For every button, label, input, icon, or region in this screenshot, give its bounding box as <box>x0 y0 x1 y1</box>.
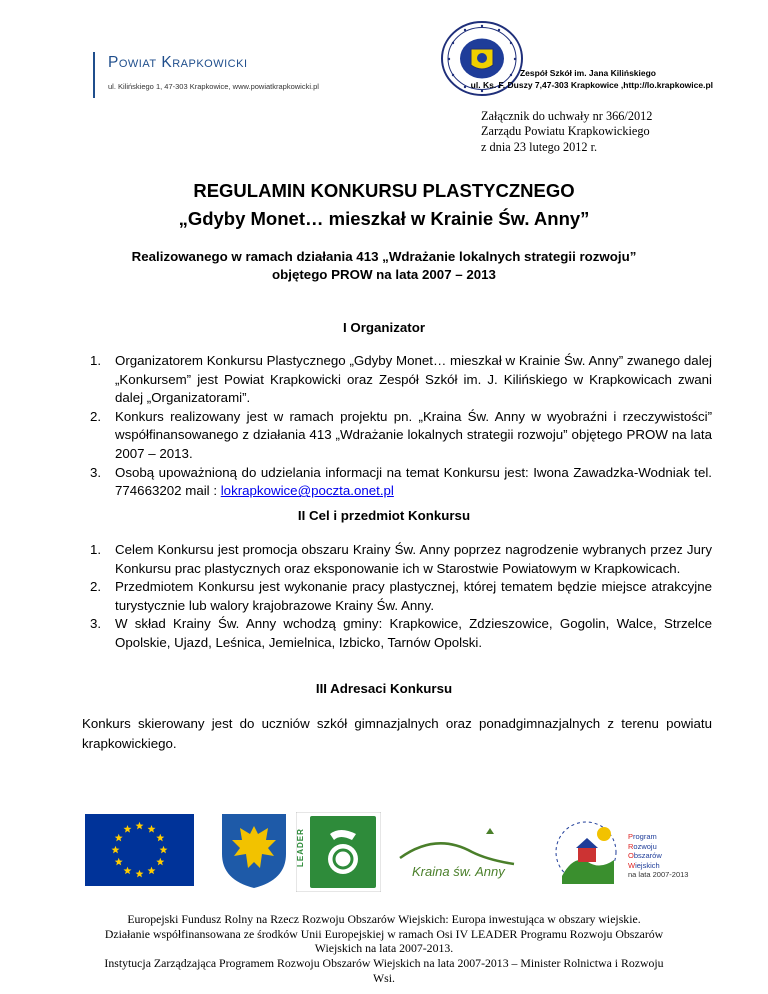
organizer-list <box>82 352 712 501</box>
school-name: Zespół Szkół im. Jana Kilińskiego <box>519 68 656 78</box>
prow-label-line <box>628 832 688 842</box>
footer-line: Wiejskich na lata 2007-2013. <box>314 941 454 956</box>
subtitle-line: Realizowanego w ramach działania 413 „Wdrażanie lokalnych strategii rozwoju” <box>131 249 637 264</box>
footer-note <box>40 912 728 986</box>
footer-line: Wsi. <box>373 970 395 985</box>
section-heading-goal: II Cel i przedmiot Konkursu <box>297 508 471 523</box>
list-item-text: Przedmiotem Konkursu jest wykonanie pracy plastycznej, której tematem będzie miejsce atrakcyjne turystycznie lub walory krajobrazowe Krainy Św. Anny. <box>115 579 712 613</box>
list-item <box>82 352 712 408</box>
list-number: 2. <box>90 579 102 595</box>
list-item-text: Konkurs realizowany jest w ramach projektu pn. „Kraina Św. Anny w wyobraźni i rzeczywistości” współfinansowanego z działania 413 „Wdrażanie lokalnych strategii rozwoju” objętego PROW na lata 2007 – 2013. <box>115 408 712 461</box>
kraina-label: Kraina św. Anny <box>412 864 505 879</box>
attachment-line: z dnia 23 lutego 2012 r. <box>481 139 598 154</box>
prow-initial: O <box>628 851 634 861</box>
subtitle-line: objętego PROW na lata 2007 – 2013 <box>272 267 496 282</box>
attachment-note <box>481 109 652 155</box>
prow-word: iejskich <box>635 860 660 870</box>
prow-initial: R <box>628 841 634 851</box>
list-number: 1. <box>90 542 102 557</box>
list-item <box>82 408 712 464</box>
list-item-text: Osobą upoważnioną do udzielania informacji na temat Konkursu jest: Iwona Zawadzka-Wodniak tel. 774663202 mail : <box>115 464 712 499</box>
attachment-line: Załącznik do uchwały nr 366/2012 <box>481 109 653 123</box>
list-item <box>82 615 712 652</box>
list-item-text: W skład Krainy Św. Anny wchodzą gminy: Krapkowice, Zdzieszowice, Gogolin, Walce, Strzelce Opolskie, Ujazd, Leśnica, Jemielnica, Izbicko, Tarnów Opolski. <box>115 616 712 650</box>
list-item <box>82 541 712 578</box>
section-heading-recipients: III Adresaci Konkursu <box>315 681 453 696</box>
list-item <box>82 578 712 615</box>
document-title-contest-name: „Gdyby Monet… mieszkał w Krainie Św. Anny” <box>178 208 590 229</box>
footer-line: Instytucja Zarządzająca Programem Rozwoju Obszarów Wiejskich na lata 2007-2013 – Minister Rolnictwa i Rozwoju <box>104 956 664 971</box>
prow-label-line <box>628 861 688 871</box>
footer-line: Działanie współfinansowana ze środków Unii Europejskiej w ramach Osi IV LEADER Programu Rozwoju Obszarów <box>104 926 664 941</box>
prow-word: bszarów <box>633 851 662 861</box>
list-number: 1. <box>90 353 102 368</box>
list-item-text: Celem Konkursu jest promocja obszaru Krainy Św. Anny poprzez nagrodzenie wybranych przez Jury Konkursu prac plastycznych oraz eksponowanie ich w Starostwie Powiatowym w Krapkowicach. <box>115 542 712 576</box>
opole-coat-of-arms-logo <box>220 812 288 890</box>
prow-label <box>628 832 688 880</box>
eu-flag-logo <box>85 814 194 886</box>
kraina-sw-anny-logo <box>396 828 526 894</box>
prow-initial: P <box>628 832 634 841</box>
contact-email-link[interactable]: lokrapkowice@poczta.onet.pl <box>220 483 394 499</box>
prow-word: ozwoju <box>633 841 657 851</box>
recipients-paragraph: Konkurs skierowany jest do uczniów szkół gimnazjalnych oraz ponadgimnazjalnych z terenu powiatu krapkowickiego. <box>82 716 712 751</box>
prow-initial: W <box>628 860 636 870</box>
list-item <box>82 464 712 501</box>
footer-line: Europejski Fundusz Rolny na Rzecz Rozwoju Obszarów Wiejskich: Europa inwestująca w obszary wiejskie. <box>127 912 641 926</box>
school-address: ul. Ks. F. Duszy 7,47-303 Krapkowice ,http://lo.krapkowice.pl <box>470 80 713 90</box>
header-divider <box>93 52 95 98</box>
prow-logo <box>548 814 624 890</box>
list-number: 3. <box>90 464 102 480</box>
section-heading-organizer: I Organizator <box>342 320 425 335</box>
document-title: REGULAMIN KONKURSU PLASTYCZNEGO <box>193 180 575 201</box>
prow-label-line <box>628 851 688 861</box>
powiat-title: Powiat Krapkowicki <box>108 54 248 71</box>
leader-label: LEADER <box>296 828 305 868</box>
list-item-text: Organizatorem Konkursu Plastycznego „Gdyby Monet… mieszkał w Krainie Św. Anny” zwanego dalej „Konkursem” jest Powiat Krapkowicki oraz Zespół Szkół im. J. Kilińskiego w Krapkowicach zwani dalej „Organizatorami”. <box>115 353 712 406</box>
goal-list <box>82 541 712 653</box>
list-number: 3. <box>90 616 102 632</box>
prow-label-line <box>628 842 688 852</box>
powiat-address: ul. Kilińskiego 1, 47-303 Krapkowice, www.powiatkrapkowicki.pl <box>108 82 319 91</box>
list-number: 2. <box>90 408 102 424</box>
prow-word: rogram <box>633 832 657 841</box>
attachment-line: Zarządu Powiatu Krapkowickiego <box>481 124 650 139</box>
prow-years: na lata 2007-2013 <box>628 870 689 880</box>
